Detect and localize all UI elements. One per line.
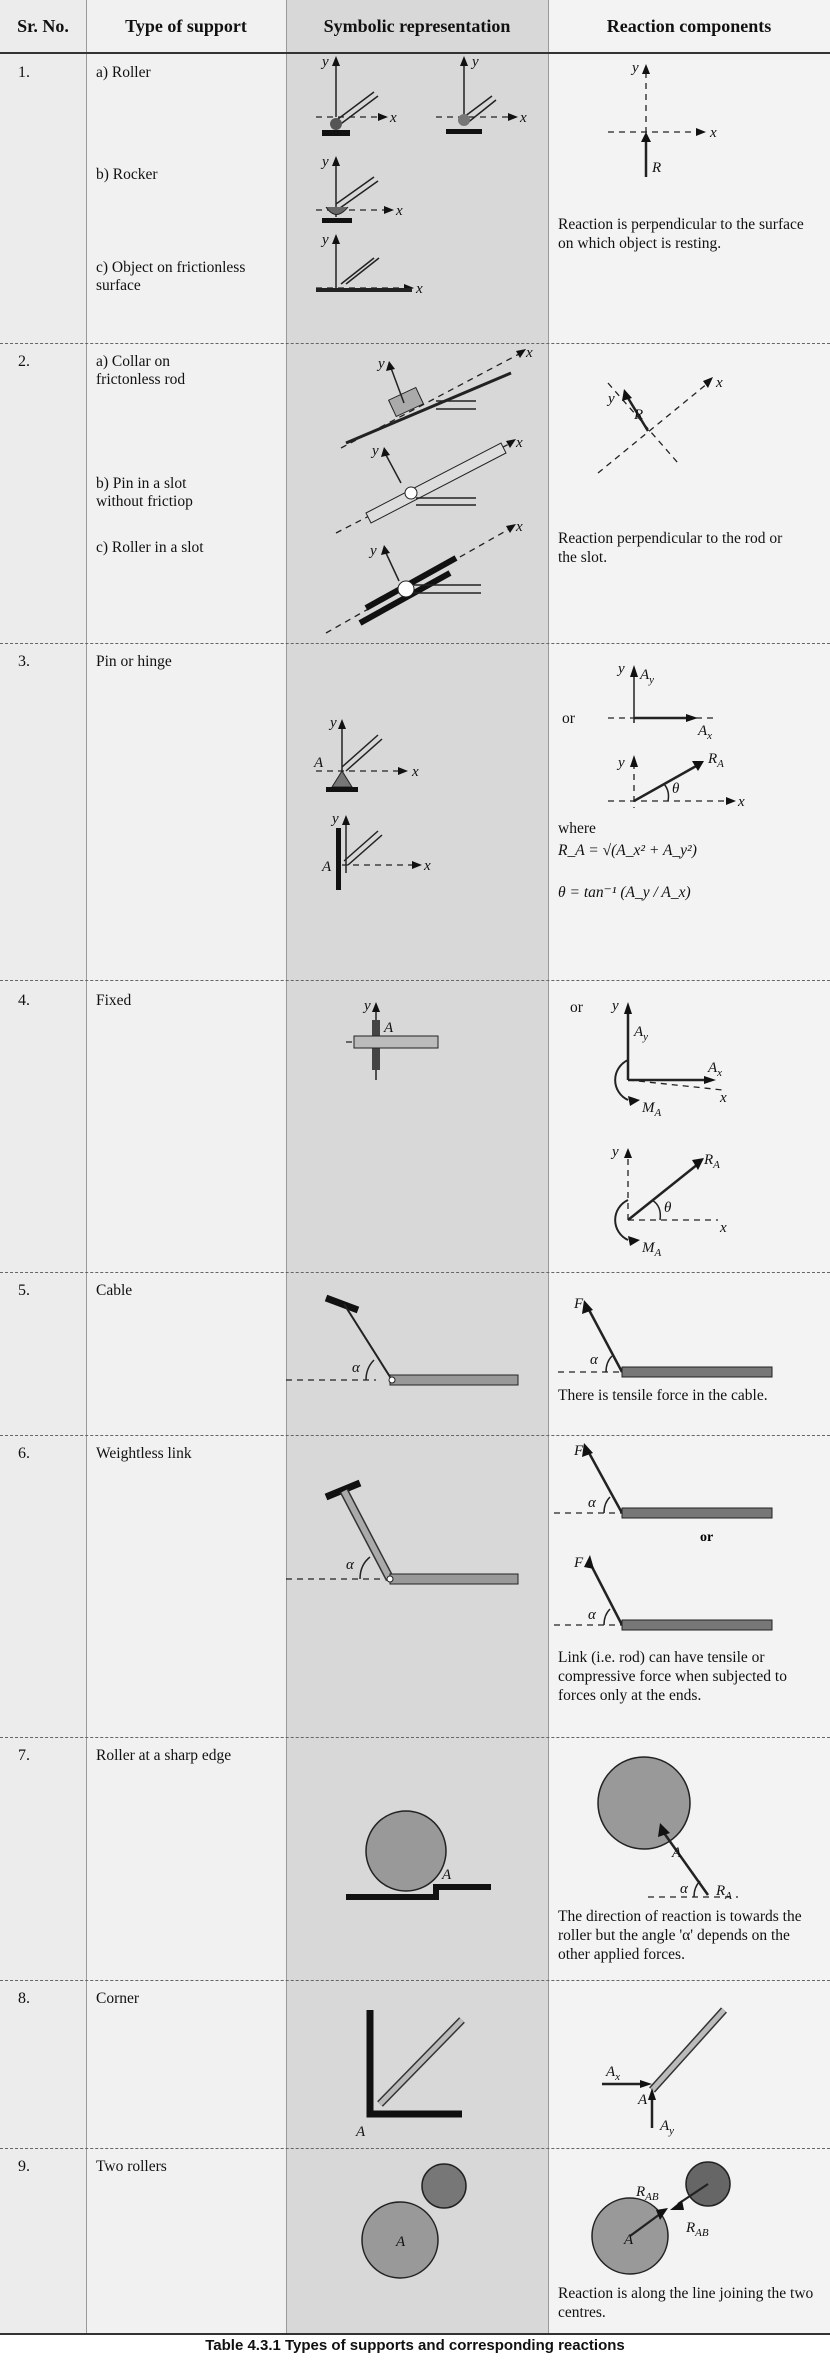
svg-text:F: F — [574, 1443, 584, 1459]
reaction-description: Reaction is perpendicular to the surface on which object is resting. — [558, 216, 804, 252]
support-type: Roller at a sharp edge — [96, 1747, 232, 1764]
row-number: 5. — [18, 1282, 30, 1299]
svg-text:y: y — [618, 755, 625, 771]
svg-text:x: x — [716, 375, 723, 391]
svg-text:A: A — [322, 859, 332, 875]
roller-edge-reaction — [548, 1737, 830, 1907]
svg-text:y: y — [322, 54, 329, 70]
support-type: a) Collar on frictonless rod — [96, 353, 186, 388]
svg-text:x: x — [710, 125, 717, 141]
svg-text:Ay: $A_y$ — [660, 2118, 675, 2137]
svg-text:y: y — [378, 356, 385, 372]
table-row — [0, 1980, 830, 2148]
table-row — [0, 1435, 830, 1737]
svg-text:y: y — [472, 54, 479, 70]
row-number: 6. — [18, 1445, 30, 1462]
row-number: 7. — [18, 1747, 30, 1764]
svg-text:Ax: $A_x$ — [606, 2064, 621, 2083]
table-row — [0, 643, 830, 980]
support-type: b) Pin in a slot without frictiop — [96, 475, 193, 510]
or-label: or — [570, 999, 583, 1016]
link-reaction-diagram — [548, 1435, 830, 1645]
roller-reaction-diagram — [548, 52, 830, 212]
header-symbolic — [286, 0, 548, 54]
roller-rocker-symbols — [286, 52, 548, 343]
svg-text:Ay: $A_y$ — [634, 1024, 649, 1043]
header-sr-label: Sr. No. — [17, 15, 69, 36]
svg-text:x: x — [412, 764, 419, 780]
svg-text:α: α — [590, 1352, 598, 1368]
svg-text:x: x — [396, 203, 403, 219]
svg-text:x: x — [416, 281, 423, 297]
header-reaction-label: Reaction components — [606, 15, 772, 36]
pin-hinge-symbols — [286, 643, 548, 980]
svg-text:Ax: $A_x$ — [708, 1060, 723, 1079]
header-sr — [0, 0, 86, 54]
table-row — [0, 1272, 830, 1435]
support-type: Fixed — [96, 992, 132, 1009]
svg-text:x: x — [424, 858, 431, 874]
svg-text:y: y — [332, 811, 339, 827]
support-type: a) Roller — [96, 64, 151, 81]
svg-text:θ: θ — [664, 1200, 672, 1216]
reaction-description: Link (i.e. rod) can have tensile or compressive force when subjected to forces only at the ends. — [558, 1649, 787, 1704]
svg-text:y: y — [370, 543, 377, 559]
table-row — [0, 343, 830, 643]
corner-reaction — [548, 1980, 830, 2148]
row-number: 8. — [18, 1990, 30, 2007]
svg-text:R: R — [634, 407, 644, 423]
svg-text:x: x — [520, 110, 527, 126]
svg-text:x: x — [720, 1220, 727, 1236]
table-row — [0, 980, 830, 1272]
header-symbolic-label: Symbolic representation — [323, 15, 511, 36]
support-type: b) Rocker — [96, 166, 158, 183]
support-type: Weightless link — [96, 1445, 192, 1462]
svg-text:A: A — [384, 1020, 394, 1036]
formula-angle: θ = tan⁻¹ (A_y / A_x) — [558, 884, 691, 901]
svg-text:F: F — [574, 1296, 584, 1312]
row-number: 9. — [18, 2158, 30, 2175]
svg-text:α: α — [352, 1360, 360, 1376]
svg-text:RAB: $R_{AB}$ — [636, 2184, 659, 2203]
svg-text:A: A — [356, 2124, 366, 2140]
svg-text:x: x — [516, 435, 523, 451]
svg-text:RA: $R_A$ — [708, 751, 724, 770]
svg-text:A: A — [396, 2234, 406, 2250]
svg-text:y: y — [612, 1144, 619, 1160]
svg-text:x: x — [720, 1090, 727, 1106]
collar-pin-slot-symbols — [286, 343, 548, 643]
svg-text:A: A — [638, 2092, 648, 2108]
svg-text:x: x — [390, 110, 397, 126]
svg-text:RA: $R_A$ — [716, 1883, 732, 1902]
svg-text:MA: $M_A$ — [642, 1100, 662, 1119]
svg-text:A: A — [624, 2232, 634, 2248]
two-rollers-reaction — [548, 2148, 830, 2278]
row-number: 4. — [18, 992, 30, 1009]
header-type-label: Type of support — [125, 15, 247, 36]
svg-text:A: A — [314, 755, 324, 771]
header-reaction — [548, 0, 830, 54]
svg-text:y: y — [372, 443, 379, 459]
svg-text:y: y — [364, 998, 371, 1014]
svg-text:θ: θ — [672, 781, 680, 797]
or-label: or — [562, 710, 575, 727]
svg-text:RAB: $R_{AB}$ — [686, 2220, 709, 2239]
link-symbol — [286, 1435, 548, 1737]
svg-text:y: y — [322, 154, 329, 170]
row-number: 1. — [18, 64, 30, 81]
cable-reaction-diagram — [548, 1272, 830, 1382]
formula-resultant: R_A = √(A_x² + A_y²) — [558, 842, 697, 859]
roller-edge-symbol — [286, 1737, 548, 1980]
svg-text:A: A — [672, 1845, 682, 1861]
svg-text:y: y — [322, 232, 329, 248]
svg-text:RA: $R_A$ — [704, 1152, 720, 1171]
pin-reaction-diagram — [548, 643, 830, 980]
support-type: Pin or hinge — [96, 653, 172, 670]
svg-text:y: y — [618, 661, 625, 677]
svg-text:y: y — [612, 998, 619, 1014]
table-row — [0, 2148, 830, 2333]
table-row — [0, 52, 830, 343]
svg-text:Ay: $A_y$ — [640, 667, 655, 686]
or-label: or — [700, 1530, 714, 1545]
svg-text:α: α — [346, 1557, 354, 1573]
row-number: 3. — [18, 653, 30, 670]
svg-text:α: α — [588, 1607, 596, 1623]
where-label: where — [558, 820, 596, 837]
reaction-description: There is tensile force in the cable. — [558, 1387, 768, 1404]
fixed-support-symbol — [286, 980, 548, 1272]
two-rollers-symbol — [286, 2148, 548, 2333]
svg-text:y: y — [632, 60, 639, 76]
reaction-description: The direction of reaction is towards the roller but the angle 'α' depends on the other applied forces. — [558, 1908, 802, 1963]
svg-text:x: x — [738, 794, 745, 810]
table-bottom-border — [0, 2333, 830, 2335]
support-type: Cable — [96, 1282, 133, 1299]
reaction-description: Reaction perpendicular to the rod or the slot. — [558, 530, 783, 566]
corner-symbol — [286, 1980, 548, 2148]
row-number: 2. — [18, 353, 30, 370]
reaction-description: Reaction is along the line joining the two centres. — [558, 2285, 814, 2321]
svg-text:α: α — [680, 1881, 688, 1897]
svg-text:F: F — [574, 1555, 584, 1571]
svg-text:y: y — [330, 715, 337, 731]
support-type: c) Object on frictionless surface — [96, 259, 246, 294]
svg-text:y: y — [608, 391, 615, 407]
svg-text:MA: $M_A$ — [642, 1240, 662, 1259]
support-type: Two rollers — [96, 2158, 167, 2175]
svg-text:α: α — [588, 1495, 596, 1511]
svg-text:Ax: $A_x$ — [698, 723, 713, 742]
table-caption: Table 4.3.1 Types of supports and corresponding reactions — [205, 2337, 625, 2354]
svg-text:x: x — [526, 345, 533, 361]
support-type: c) Roller in a slot — [96, 539, 204, 556]
svg-text:A: A — [442, 1867, 452, 1883]
fixed-reaction-diagram — [548, 980, 830, 1272]
header-type — [86, 0, 286, 54]
table-row — [0, 1737, 830, 1980]
collar-reaction-diagram — [548, 343, 830, 513]
svg-text:R: R — [652, 160, 662, 176]
support-type: Corner — [96, 1990, 140, 2007]
svg-text:x: x — [516, 519, 523, 535]
cable-symbol — [286, 1272, 548, 1435]
